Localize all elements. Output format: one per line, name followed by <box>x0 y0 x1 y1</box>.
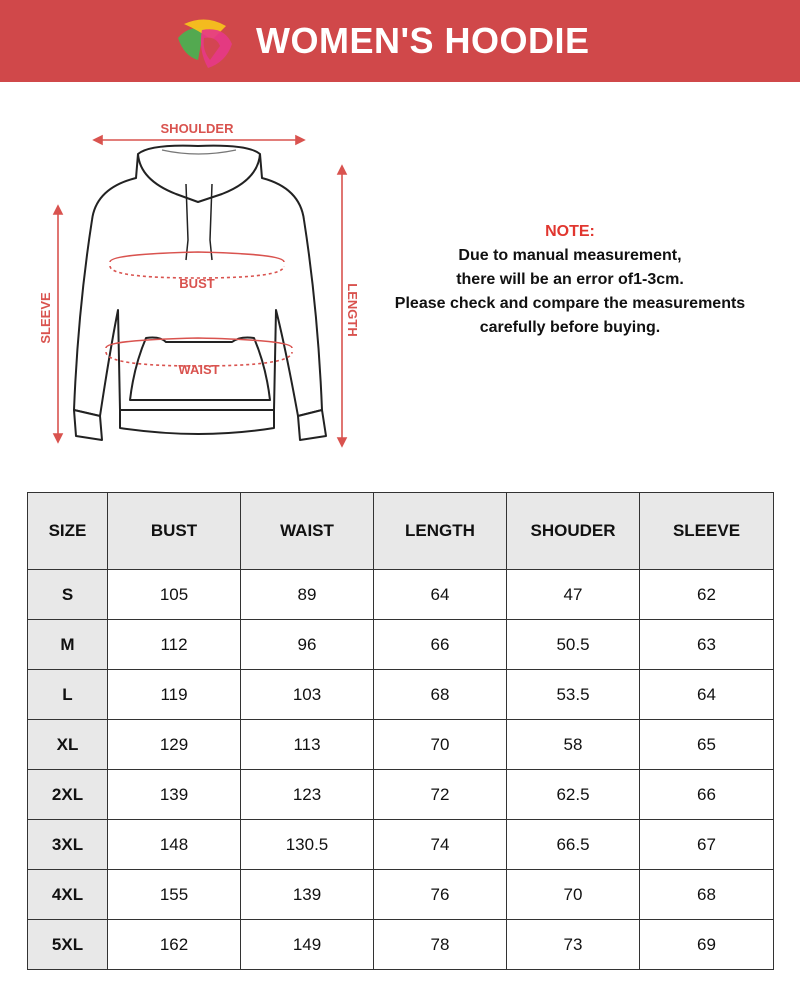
table-row <box>28 820 774 870</box>
table-cell: 70 <box>507 870 640 920</box>
table-row <box>28 870 774 920</box>
table-cell: 62 <box>640 570 774 620</box>
size-cell: 4XL <box>28 870 108 920</box>
table-cell: 96 <box>241 620 374 670</box>
table-cell: 148 <box>108 820 241 870</box>
table-row <box>28 670 774 720</box>
table-cell: 63 <box>640 620 774 670</box>
table-cell: 76 <box>374 870 507 920</box>
table-cell: 78 <box>374 920 507 970</box>
size-cell: 3XL <box>28 820 108 870</box>
brand-logo-icon <box>174 16 236 70</box>
column-header-waist: WAIST <box>241 493 374 570</box>
table-cell: 130.5 <box>241 820 374 870</box>
size-cell: L <box>28 670 108 720</box>
table-cell: 105 <box>108 570 241 620</box>
waist-label: WAIST <box>178 362 220 377</box>
table-cell: 67 <box>640 820 774 870</box>
table-cell: 62.5 <box>507 770 640 820</box>
table-cell: 65 <box>640 720 774 770</box>
table-cell: 139 <box>108 770 241 820</box>
table-row <box>28 620 774 670</box>
table-cell: 70 <box>374 720 507 770</box>
table-cell: 68 <box>640 870 774 920</box>
table-header-row <box>28 493 774 570</box>
table-row <box>28 920 774 970</box>
table-cell: 69 <box>640 920 774 970</box>
bust-label: BUST <box>179 276 215 291</box>
size-cell: 2XL <box>28 770 108 820</box>
table-cell: 50.5 <box>507 620 640 670</box>
table-cell: 89 <box>241 570 374 620</box>
column-header-shoulder: SHOUDER <box>507 493 640 570</box>
table-cell: 139 <box>241 870 374 920</box>
note-line: there will be an error of1-3cm. <box>456 271 684 288</box>
table-cell: 112 <box>108 620 241 670</box>
table-cell: 155 <box>108 870 241 920</box>
size-cell: M <box>28 620 108 670</box>
table-cell: 64 <box>374 570 507 620</box>
table-cell: 66.5 <box>507 820 640 870</box>
table-cell: 129 <box>108 720 241 770</box>
note-line: Due to manual measurement, <box>458 247 682 264</box>
table-cell: 64 <box>640 670 774 720</box>
size-cell: 5XL <box>28 920 108 970</box>
size-chart-table <box>27 492 774 970</box>
table-cell: 47 <box>507 570 640 620</box>
table-cell: 123 <box>241 770 374 820</box>
note-line: carefully before buying. <box>479 319 661 336</box>
table-cell: 68 <box>374 670 507 720</box>
table-cell: 103 <box>241 670 374 720</box>
table-cell: 53.5 <box>507 670 640 720</box>
table-row <box>28 770 774 820</box>
sleeve-label: SLEEVE <box>38 292 53 344</box>
measurement-note <box>380 220 760 340</box>
column-header-bust: BUST <box>108 493 241 570</box>
column-header-length: LENGTH <box>374 493 507 570</box>
size-cell: XL <box>28 720 108 770</box>
table-cell: 73 <box>507 920 640 970</box>
note-line: Please check and compare the measurements <box>394 295 746 312</box>
note-title: NOTE: <box>545 223 595 240</box>
table-cell: 74 <box>374 820 507 870</box>
table-cell: 58 <box>507 720 640 770</box>
table-cell: 119 <box>108 670 241 720</box>
table-cell: 66 <box>640 770 774 820</box>
length-label: LENGTH <box>345 283 360 337</box>
table-cell: 72 <box>374 770 507 820</box>
table-cell: 66 <box>374 620 507 670</box>
page-title: WOMEN'S HOODIE <box>256 20 590 61</box>
table-cell: 149 <box>241 920 374 970</box>
hoodie-diagram <box>0 110 380 460</box>
hoodie-illustration <box>0 110 380 460</box>
column-header-sleeve: SLEEVE <box>640 493 774 570</box>
table-row <box>28 720 774 770</box>
header-banner <box>0 0 800 82</box>
table-row <box>28 570 774 620</box>
shoulder-label: SHOULDER <box>160 121 234 136</box>
table-cell: 113 <box>241 720 374 770</box>
column-header-size: SIZE <box>28 493 108 570</box>
size-cell: S <box>28 570 108 620</box>
table-cell: 162 <box>108 920 241 970</box>
